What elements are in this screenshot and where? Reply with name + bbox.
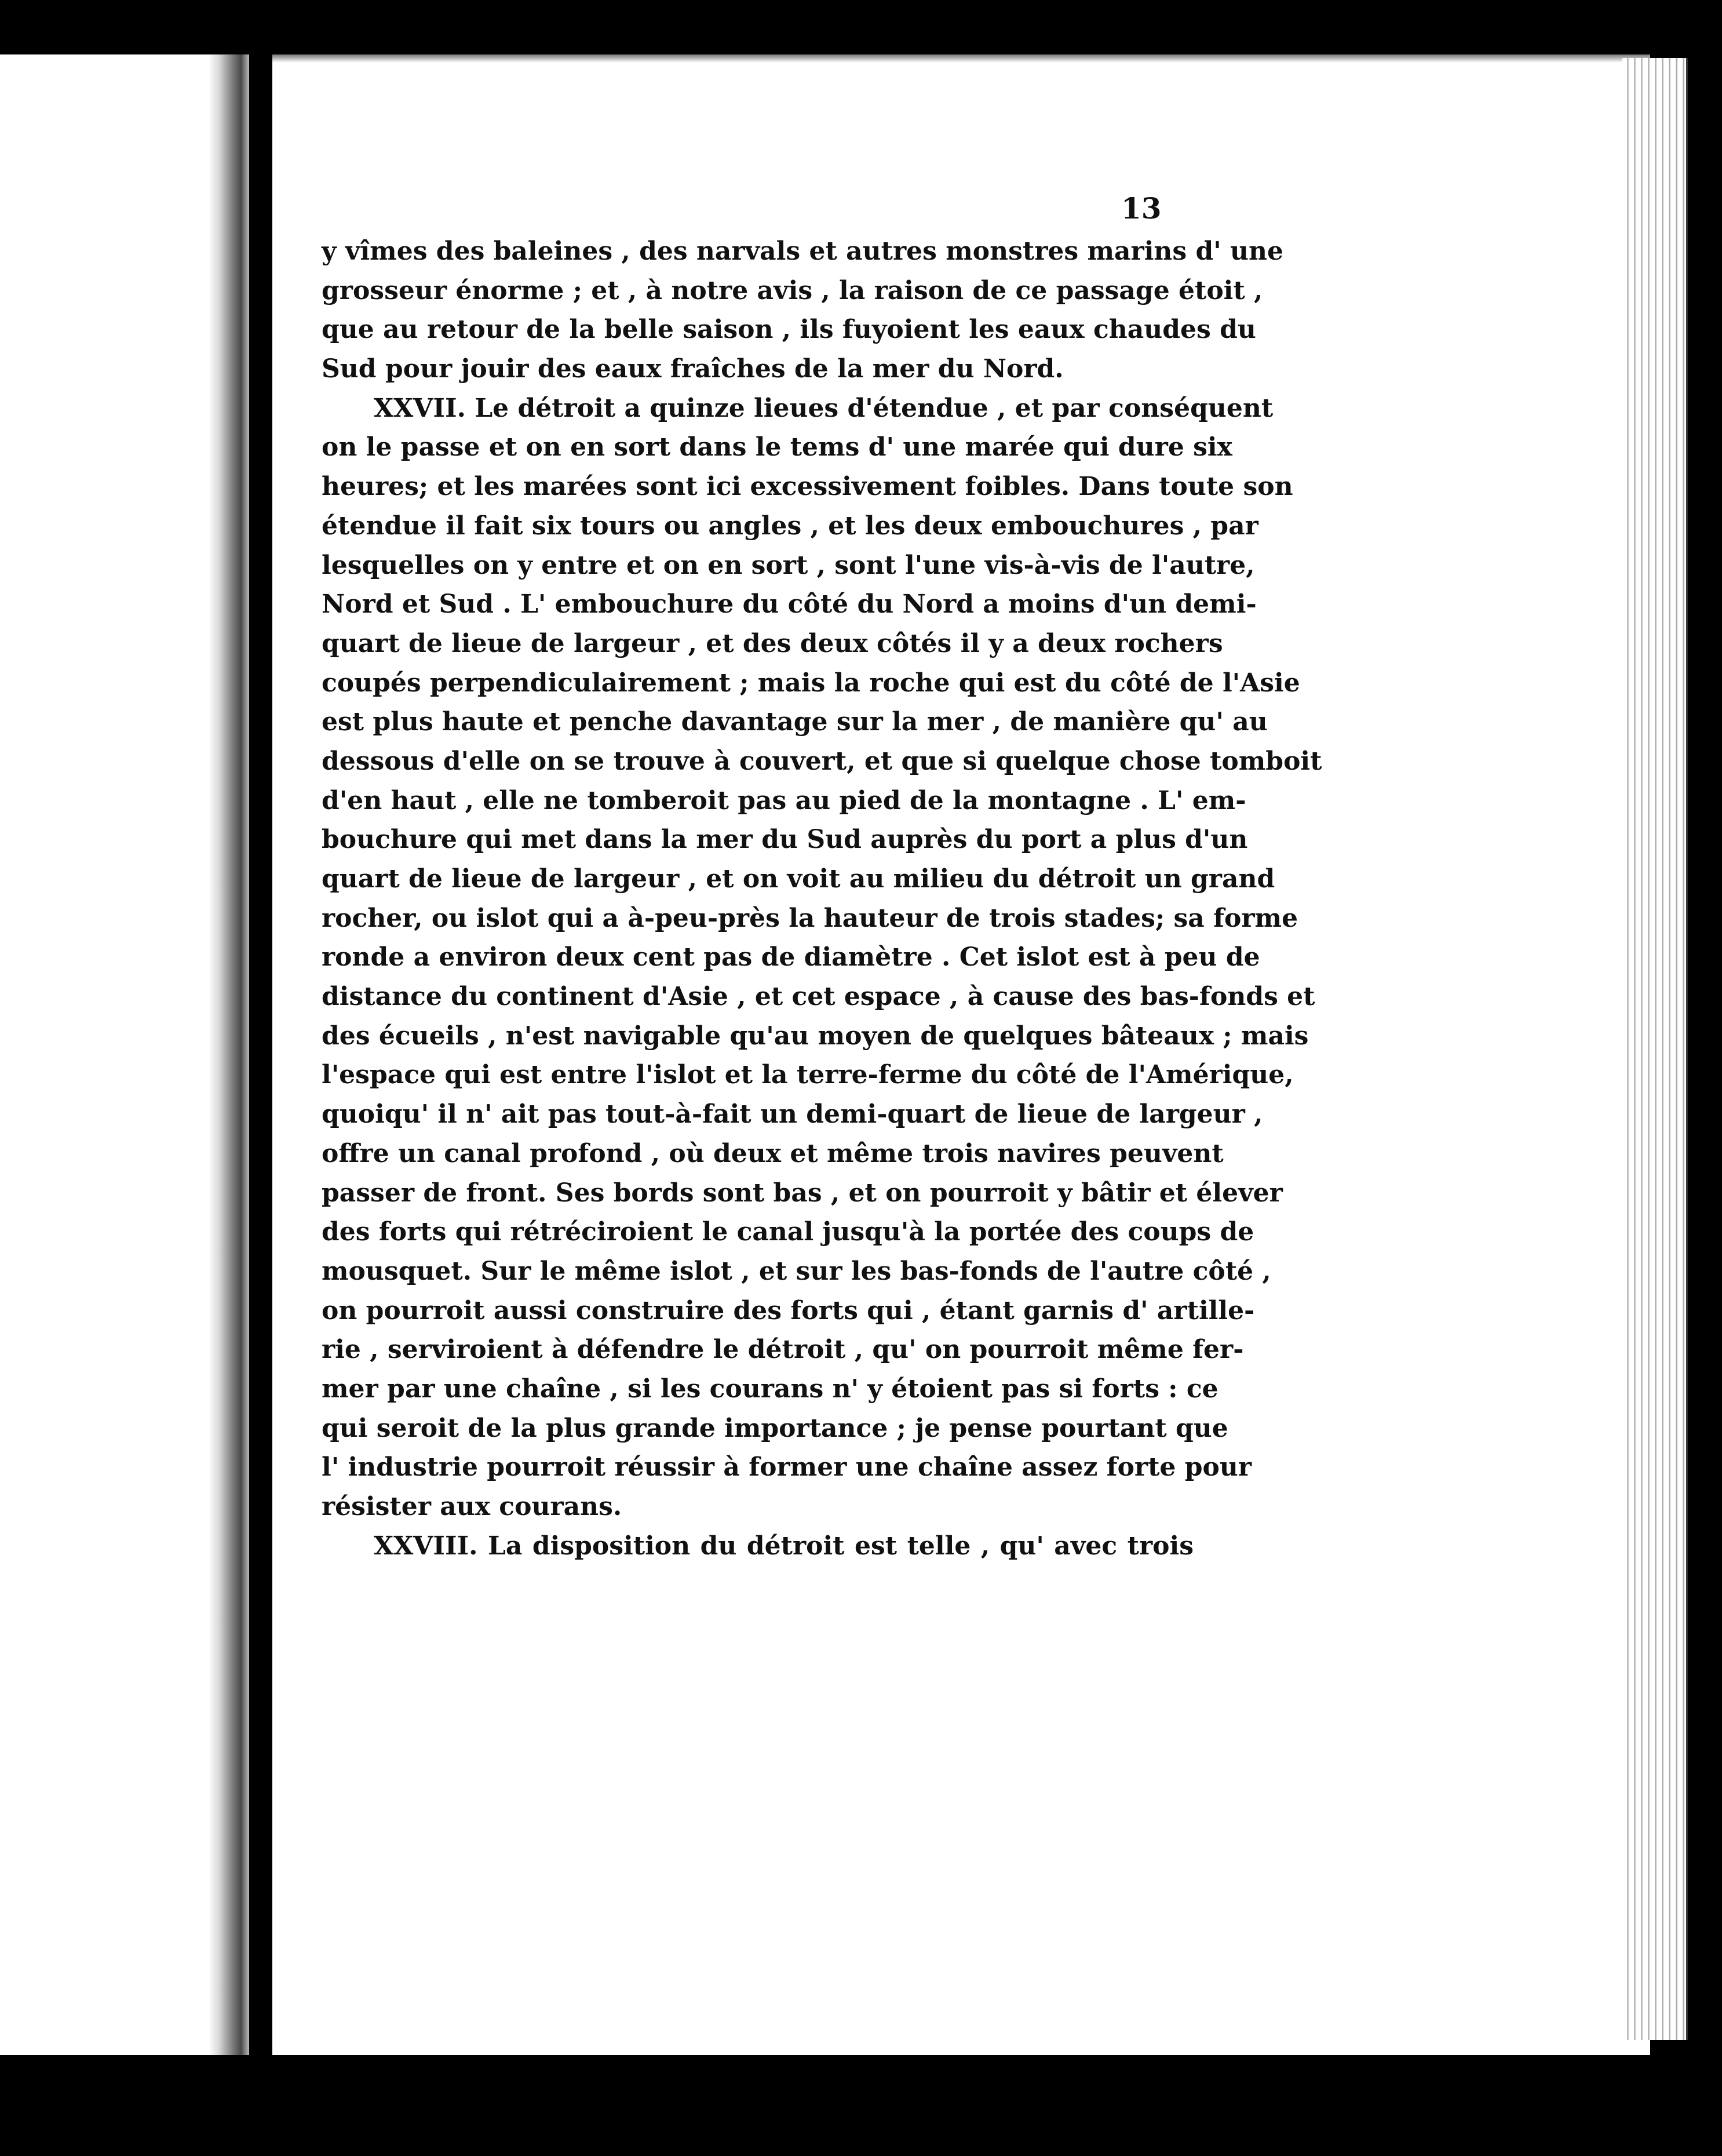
body-text-line: l'espace qui est entre l'islot et la terre-ferme du côté de l'Amérique, bbox=[322, 1060, 1294, 1090]
body-text-line: quoiqu' il n' ait pas tout-à-fait un demi-quart de lieue de largeur , bbox=[322, 1099, 1263, 1130]
body-text-line: d'en haut , elle ne tomberoit pas au pied de la montagne . L' em- bbox=[322, 785, 1246, 815]
body-text-line: heures; et les marées sont ici excessivement foibles. Dans toute son bbox=[322, 472, 1293, 502]
body-text-line: est plus haute et penche davantage sur la mer , de manière qu' au bbox=[322, 707, 1268, 737]
body-text-line: coupés perpendiculairement ; mais la roche qui est du côté de l'Asie bbox=[322, 668, 1300, 698]
body-text-line: XXVII. Le détroit a quinze lieues d'étendue , et par conséquent bbox=[374, 393, 1274, 423]
body-text-line: que au retour de la belle saison , ils fuyoient les eaux chaudes du bbox=[322, 315, 1256, 345]
body-text-line: des forts qui rétréciroient le canal jusqu'à la portée des coups de bbox=[322, 1217, 1254, 1247]
page-stack-edge bbox=[1622, 58, 1688, 2040]
body-text-line: offre un canal profond , où deux et même trois navires peuvent bbox=[322, 1138, 1224, 1168]
body-text-line: lesquelles on y entre et on en sort , sont l'une vis-à-vis de l'autre, bbox=[322, 550, 1255, 580]
left-page-fragment bbox=[0, 54, 243, 2055]
body-text-line: quart de lieue de largeur , et on voit au milieu du détroit un grand bbox=[322, 864, 1275, 894]
body-text-line: XXVIII. La disposition du détroit est telle , qu' avec trois bbox=[374, 1531, 1194, 1561]
body-text-line: quart de lieue de largeur , et des deux côtés il y a deux rochers bbox=[322, 628, 1223, 658]
body-text-line: mousquet. Sur le même islot , et sur les bas-fonds de l'autre côté , bbox=[322, 1256, 1271, 1286]
body-text-line: grosseur énorme ; et , à notre avis , la raison de ce passage étoit , bbox=[322, 275, 1263, 305]
body-text-line: bouchure qui met dans la mer du Sud auprès du port a plus d'un bbox=[322, 825, 1248, 855]
body-text-line: distance du continent d'Asie , et cet espace , à cause des bas-fonds et bbox=[322, 982, 1315, 1012]
body-text-line: Nord et Sud . L' embouchure du côté du Nord a moins d'un demi- bbox=[322, 589, 1257, 620]
page-number: 13 bbox=[1121, 191, 1162, 225]
body-text-line: rocher, ou islot qui a à-peu-près la hauteur de trois stades; sa forme bbox=[322, 903, 1298, 933]
body-text-line: des écueils , n'est navigable qu'au moyen de quelques bâteaux ; mais bbox=[322, 1021, 1309, 1051]
body-text-line: on pourroit aussi construire des forts qui , étant garnis d' artille- bbox=[322, 1295, 1255, 1325]
body-text-line: qui seroit de la plus grande importance ; je pense pourtant que bbox=[322, 1413, 1228, 1443]
body-text-line: dessous d'elle on se trouve à couvert, et que si quelque chose tomboit bbox=[322, 746, 1322, 776]
body-text-line: rie , serviroient à défendre le détroit , qu' on pourroit même fer- bbox=[322, 1335, 1244, 1365]
page-top-shadow bbox=[272, 54, 1650, 63]
body-text-line: ronde a environ deux cent pas de diamètre . Cet islot est à peu de bbox=[322, 942, 1260, 973]
book-gutter-shadow bbox=[209, 54, 249, 2055]
body-text-line: l' industrie pourroit réussir à former une chaîne assez forte pour bbox=[322, 1452, 1252, 1483]
body-text bbox=[322, 232, 1322, 1565]
body-text-line: passer de front. Ses bords sont bas , et on pourroit y bâtir et élever bbox=[322, 1178, 1283, 1208]
body-text-line: étendue il fait six tours ou angles , et les deux embouchures , par bbox=[322, 511, 1258, 541]
body-text-line: mer par une chaîne , si les courans n' y étoient pas si forts : ce bbox=[322, 1374, 1218, 1404]
body-text-line: Sud pour jouir des eaux fraîches de la mer du Nord. bbox=[322, 354, 1064, 384]
body-text-line: résister aux courans. bbox=[322, 1492, 622, 1521]
body-text-line: y vîmes des baleines , des narvals et autres monstres marins d' une bbox=[322, 236, 1284, 266]
body-text-line: on le passe et on en sort dans le tems d' une marée qui dure six bbox=[322, 432, 1232, 462]
